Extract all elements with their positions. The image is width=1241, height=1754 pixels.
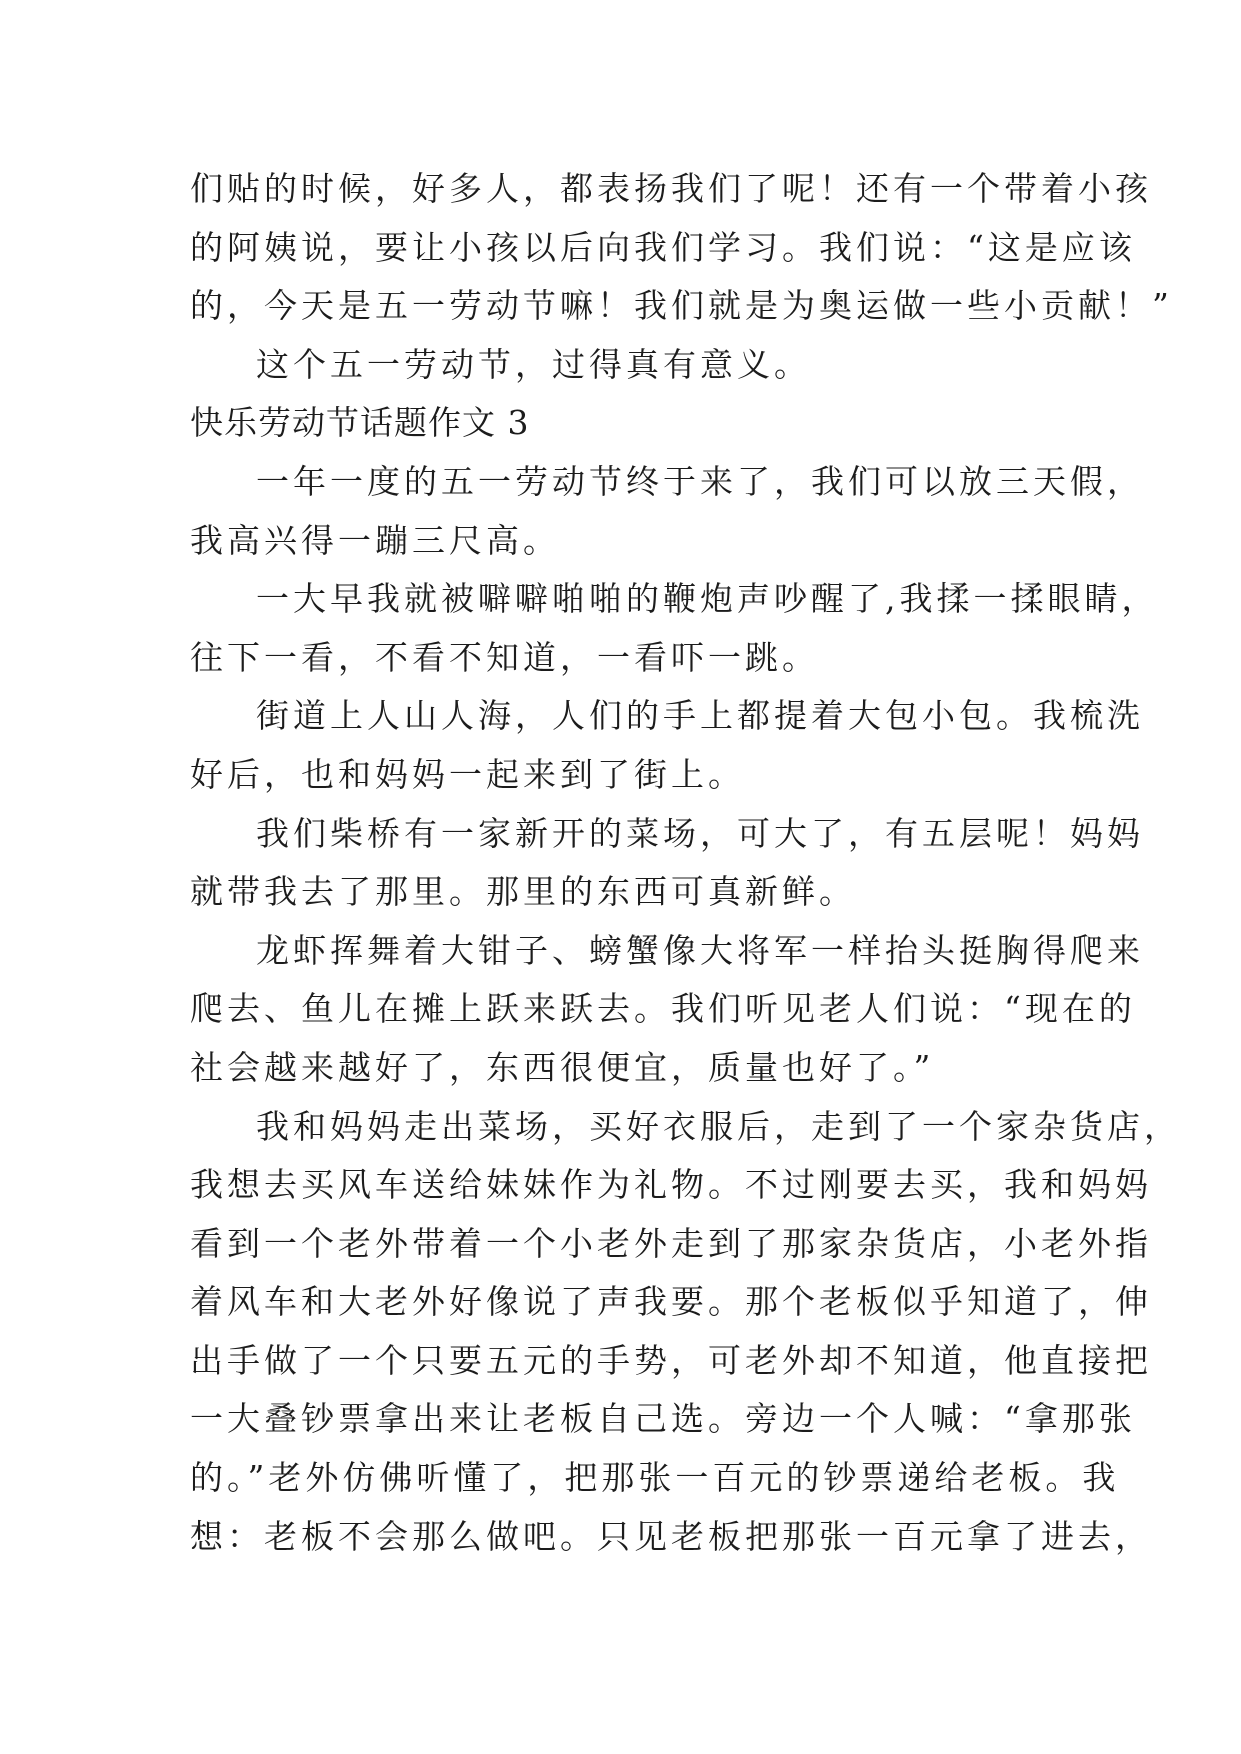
document-body — [190, 160, 1181, 1566]
paragraph-line: 一大早我就被噼噼啪啪的鞭炮声吵醒了,我揉一揉眼睛， — [256, 579, 1159, 619]
paragraph-line: 我们柴桥有一家新开的菜场，可大了，有五层呢！妈妈 — [256, 813, 1144, 853]
text-line: 们贴的时候，好多人，都表扬我们了呢！还有一个带着小孩 — [190, 169, 1152, 208]
text-line: 的阿姨说，要让小孩以后向我们学习。我们说：“这是应该 — [190, 227, 1136, 267]
text-line: 看到一个老外带着一个小老外走到了那家杂货店，小老外指 — [190, 1223, 1152, 1263]
text-line: 好后，也和妈妈一起来到了街上。 — [190, 754, 745, 794]
paragraph-line: 龙虾挥舞着大钳子、螃蟹像大将军一样抬头挺胸得爬来 — [256, 930, 1144, 970]
paragraph-line: 这个五一劳动节，过得真有意义。 — [256, 344, 811, 384]
text-line: 我高兴得一蹦三尺高。 — [190, 520, 560, 560]
text-line: 一大叠钞票拿出来让老板自己选。旁边一个人喊：“拿那张 — [190, 1399, 1136, 1439]
paragraph-line: 一年一度的五一劳动节终于来了，我们可以放三天假， — [256, 461, 1144, 501]
text-line: 社会越来越好了，东西很便宜，质量也好了。” — [190, 1047, 935, 1087]
text-line: 出手做了一个只要五元的手势，可老外却不知道，他直接把 — [190, 1340, 1152, 1380]
text-line: 想：老板不会那么做吧。只见老板把那张一百元拿了进去， — [190, 1516, 1152, 1556]
paragraph-line: 我和妈妈走出菜场，买好衣服后，走到了一个家杂货店， — [256, 1106, 1181, 1146]
paragraph-line: 街道上人山人海，人们的手上都提着大包小包。我梳洗 — [256, 696, 1144, 736]
section-heading: 快乐劳动节话题作文 3 — [190, 403, 530, 443]
text-line: 爬去、鱼儿在摊上跃来跃去。我们听见老人们说：“现在的 — [190, 989, 1136, 1029]
text-line: 的。”老外仿佛听懂了，把那张一百元的钞票递给老板。我 — [190, 1458, 1120, 1498]
text-line: 往下一看，不看不知道，一看吓一跳。 — [190, 637, 819, 677]
text-line: 就带我去了那里。那里的东西可真新鲜。 — [190, 872, 856, 912]
text-line: 着风车和大老外好像说了声我要。那个老板似乎知道了，伸 — [190, 1282, 1152, 1322]
text-line: 我想去买风车送给妹妹作为礼物。不过刚要去买，我和妈妈 — [190, 1165, 1152, 1205]
text-line: 的，今天是五一劳动节嘛！我们就是为奥运做一些小贡献！” — [190, 286, 1173, 326]
